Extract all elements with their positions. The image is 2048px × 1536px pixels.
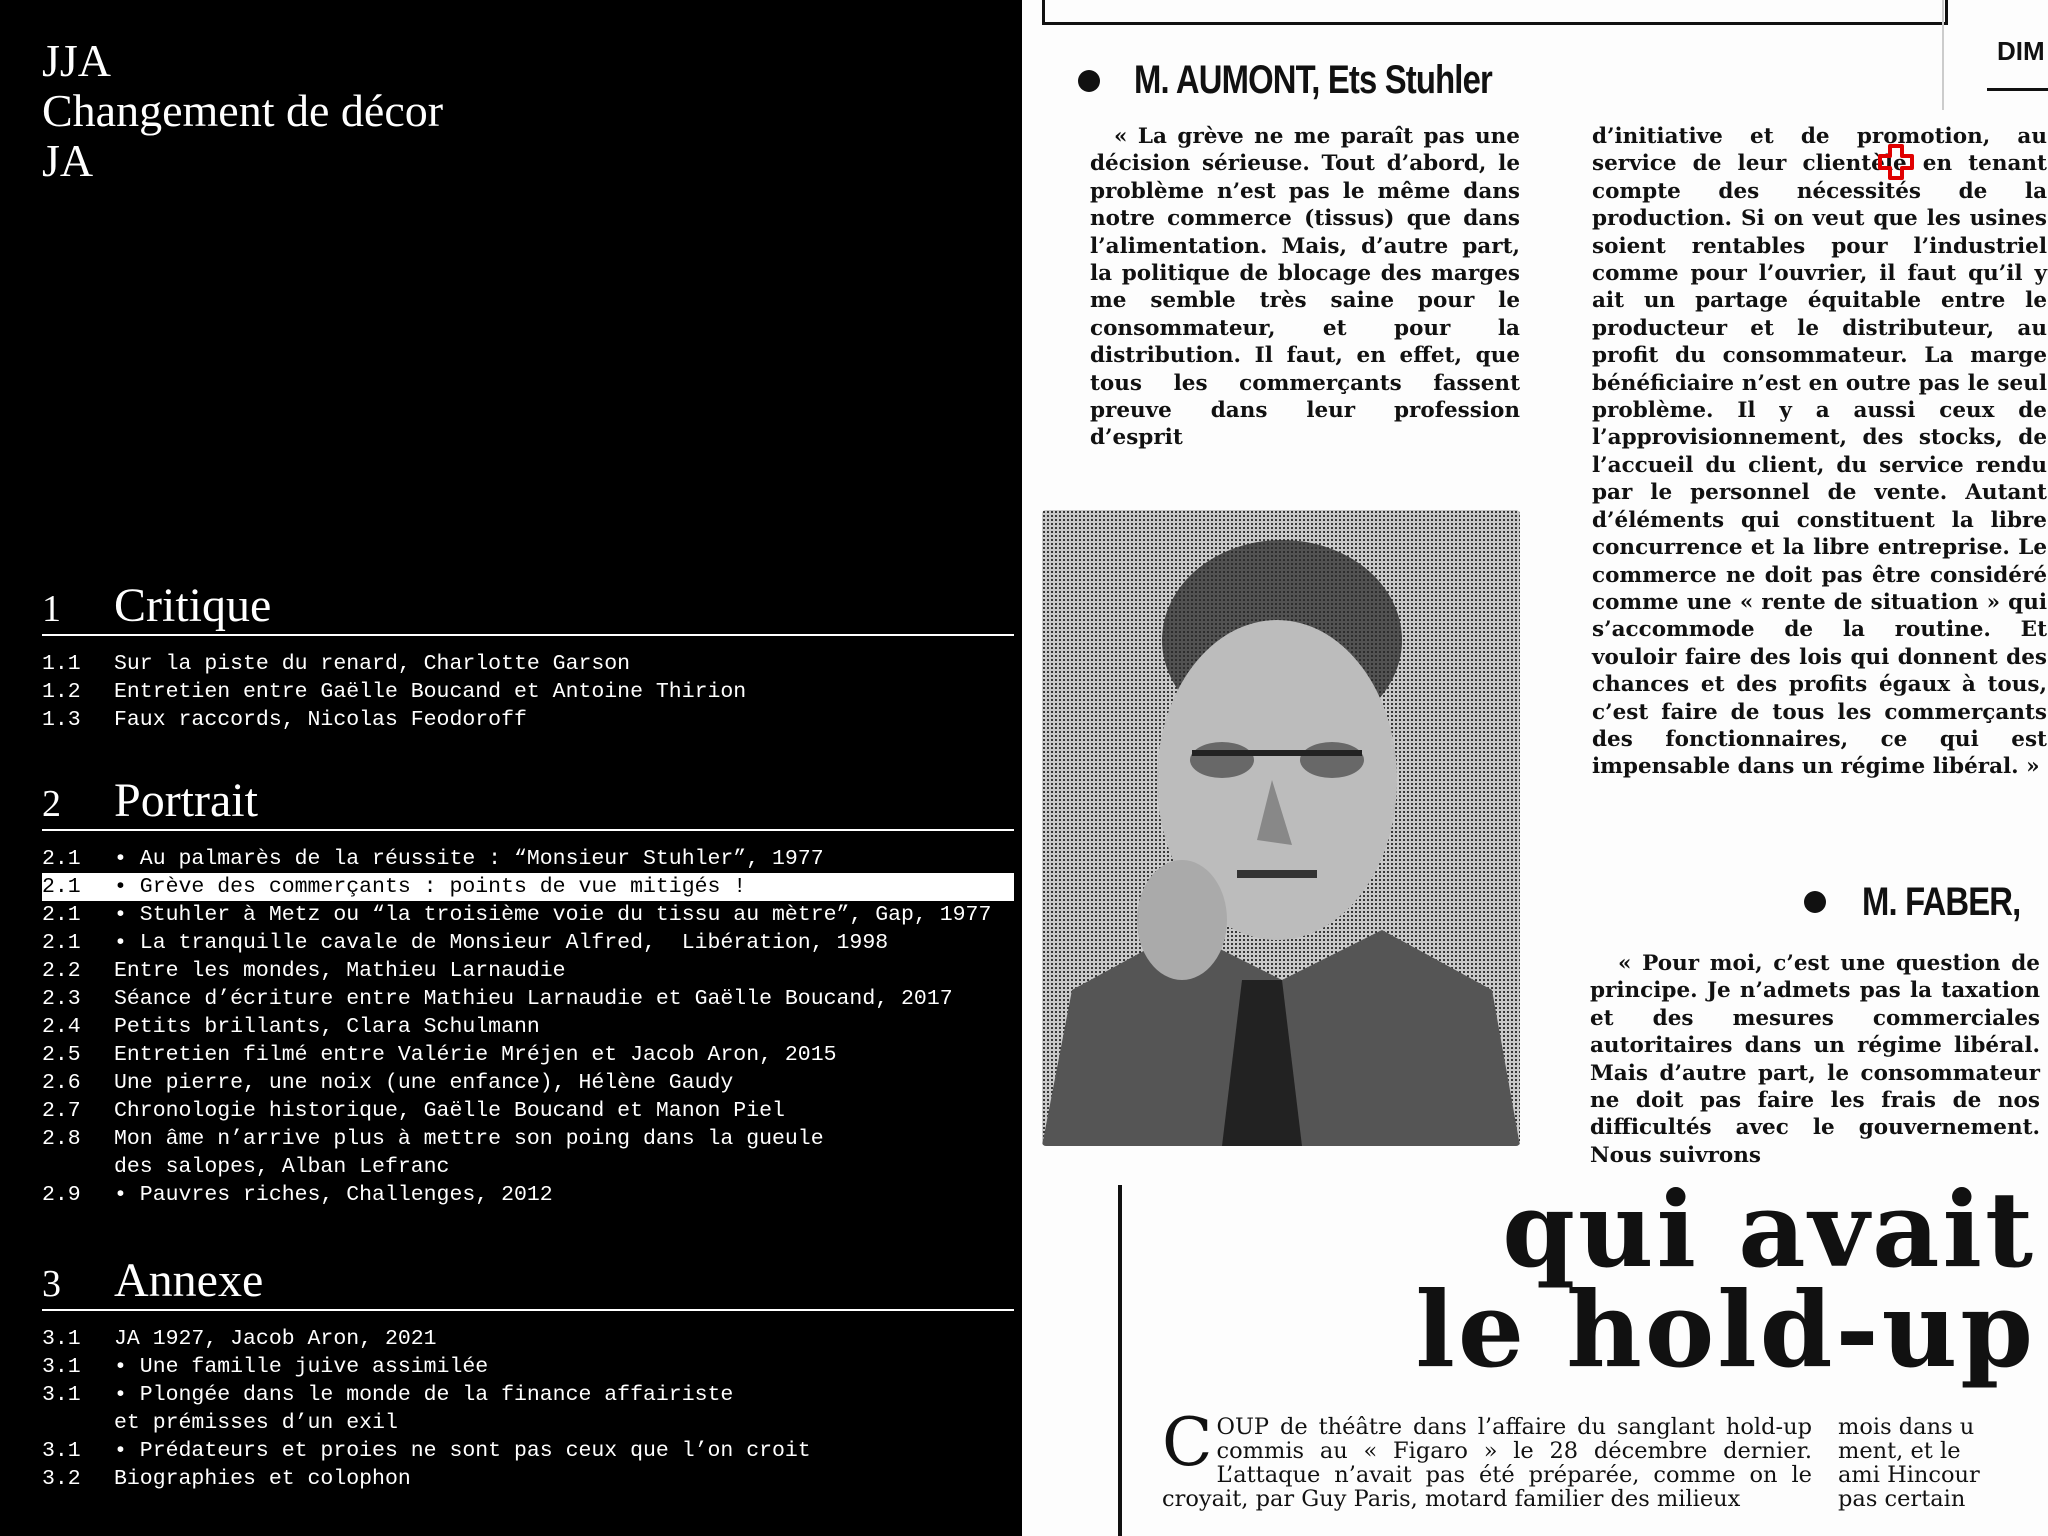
toc-item[interactable] xyxy=(42,957,1014,985)
toc-item[interactable] xyxy=(42,1125,1014,1153)
toc-item[interactable] xyxy=(42,985,1014,1013)
toc-item-title: Une pierre, une noix (une enfance), Hélène Gaudy xyxy=(114,1071,734,1095)
corner-rule xyxy=(1987,88,2048,91)
toc-item-number: 2.2 xyxy=(42,959,81,983)
toc-item-title: Entre les mondes, Mathieu Larnaudie xyxy=(114,959,566,983)
toc-item-selected[interactable] xyxy=(42,873,1014,901)
frame-rule xyxy=(1118,1185,1122,1536)
toc-item-number: 3.1 xyxy=(42,1355,81,1379)
toc-list xyxy=(42,845,1014,1209)
toc-item-title: • Une famille juive assimilée xyxy=(114,1355,489,1379)
toc-item-number: 2.9 xyxy=(42,1183,81,1207)
section-number: 1 xyxy=(42,588,61,630)
toc-item[interactable] xyxy=(42,706,1014,734)
section-heading[interactable] xyxy=(42,578,1014,636)
toc-item[interactable] xyxy=(42,1097,1014,1125)
toc-item-title: • Plongée dans le monde de la finance affairiste xyxy=(114,1383,734,1407)
toc-item[interactable] xyxy=(42,1353,1014,1381)
section-heading[interactable] xyxy=(42,1253,1014,1311)
section-title: Annexe xyxy=(114,1254,264,1307)
toc-item-title: • Grève des commerçants : points de vue mitigés ! xyxy=(114,875,747,899)
toc-item-title: Chronologie historique, Gaëlle Boucand et Manon Piel xyxy=(114,1099,785,1123)
section-portrait xyxy=(42,773,1014,1209)
toc-item-continuation[interactable] xyxy=(42,1409,1014,1437)
interview-heading: M. AUMONT, Ets Stuhler xyxy=(1134,58,1492,102)
toc-item-title: Biographies et colophon xyxy=(114,1467,411,1491)
frame-rule xyxy=(1042,0,1948,25)
toc-item-title: Sur la piste du renard, Charlotte Garson xyxy=(114,652,631,676)
toc-item-number: 2.5 xyxy=(42,1043,81,1067)
toc-item[interactable] xyxy=(42,1013,1014,1041)
section-title: Critique xyxy=(114,579,272,632)
toc-item-title: Entretien filmé entre Valérie Mréjen et Jacob Aron, 2015 xyxy=(114,1043,837,1067)
book-title xyxy=(42,36,443,186)
toc-item[interactable] xyxy=(42,678,1014,706)
article-column-2: d’initiative et de promotion, au service de leur clientèle en tenant compte des nécessités de la production. Si on veut que les usines soient rentables pour l’industriel comme pour l’ouvrier, il faut qu’il y ait un partage équitable entre le producteur et le distributeur, au profit du consommateur. La marge bénéficiaire n’est en outre pas le seul problème. Il y a aussi ceux de l’approvisionnement, des stocks, de l’accueil du client, du service rendu par le personnel de vente. Autant d’éléments qui constituent la libre concurrence et la libre entreprise. Le commerce ne doit pas être considéré comme une « rente de situation » qui s’accommode de la routine. Et vouloir faire des lois qui donnent des chances et des profits égaux à tous, c’est faire de tous les commerçants des fonctionnaires, ce qui est impensable dans un régime libéral. » xyxy=(1592,124,2047,780)
toc-item-number: 3.1 xyxy=(42,1327,81,1351)
portrait-photo xyxy=(1042,510,1520,1146)
toc-item[interactable] xyxy=(42,650,1014,678)
toc-item-number: 2.1 xyxy=(42,931,81,955)
title-line-1: JJA xyxy=(42,35,112,86)
news-article-column-cut: mois dans u ment, et le ami Hincour pas certain xyxy=(1838,1414,1980,1512)
toc-item-number: 1.2 xyxy=(42,680,81,704)
toc-item-number: 3.1 xyxy=(42,1383,81,1407)
toc-item-title: • Prédateurs et proies ne sont pas ceux que l’on croit xyxy=(114,1439,811,1463)
toc-item-number: 2.1 xyxy=(42,903,81,927)
toc-item-title: • Pauvres riches, Challenges, 2012 xyxy=(114,1183,553,1207)
corner-label: DIM xyxy=(1997,36,2045,66)
interview-heading: M. FABER, xyxy=(1862,880,2021,924)
toc-item-number: 1.1 xyxy=(42,652,81,676)
toc-item-number: 3.2 xyxy=(42,1467,81,1491)
title-line-3: JA xyxy=(42,135,94,186)
section-number: 2 xyxy=(42,783,61,825)
toc-item-title: Faux raccords, Nicolas Feodoroff xyxy=(114,708,527,732)
newspaper-scan-viewer[interactable] xyxy=(1022,0,2048,1536)
toc-item-number: 2.3 xyxy=(42,987,81,1011)
toc-item-number: 1.3 xyxy=(42,708,81,732)
headline-line-2: le hold-up xyxy=(1415,1268,2036,1391)
toc-item-number: 2.1 xyxy=(42,875,81,899)
toc-item-number: 3.1 xyxy=(42,1439,81,1463)
toc-item[interactable] xyxy=(42,1437,1014,1465)
toc-item-number: 2.6 xyxy=(42,1071,81,1095)
toc-item-number xyxy=(42,1153,114,1181)
bullet-icon xyxy=(1078,70,1100,92)
toc-item-number: 2.1 xyxy=(42,847,81,871)
toc-item-title: des salopes, Alban Lefranc xyxy=(114,1155,450,1179)
section-annexe xyxy=(42,1253,1014,1493)
article-column-3: « Pour moi, c’est une question de principe. Je n’admets pas la taxation et des mesures commerciales autoritaires dans un régime libéral. Mais d’autre part, le consommateur ne doit pas faire les frais de nos difficultés avec le gouvernement. Nous suivrons xyxy=(1590,951,2040,1168)
headline-line-1: qui avait xyxy=(1502,1168,2036,1291)
toc-item[interactable] xyxy=(42,1181,1014,1209)
title-line-2: Changement de décor xyxy=(42,85,444,136)
toc-item-title: Mon âme n’arrive plus à mettre son poing dans la gueule xyxy=(114,1127,824,1151)
section-heading[interactable] xyxy=(42,773,1014,831)
toc-item-title: et prémisses d’un exil xyxy=(114,1411,398,1435)
toc-list xyxy=(42,650,1014,734)
article-column-1: « La grève ne me paraît pas une décision sérieuse. Tout d’abord, le problème n’est pas le même dans notre commerce (tissus) que dans l’alimentation. Mais, d’autre part, la politique de blocage des marges me semble très saine pour le consommateur, et pour la distribution. Il faut, en effet, que tous les commerçants fassent preuve dans leur profession d’esprit xyxy=(1090,124,1520,451)
toc-list xyxy=(42,1325,1014,1493)
toc-item-number xyxy=(42,1409,114,1437)
toc-item-number: 2.8 xyxy=(42,1127,81,1151)
toc-item[interactable] xyxy=(42,1325,1014,1353)
section-number: 3 xyxy=(42,1263,61,1305)
portrait-illustration xyxy=(1042,510,1520,1146)
section-critique xyxy=(42,578,1014,734)
toc-item[interactable] xyxy=(42,1381,1014,1409)
cursor-crosshair-icon xyxy=(1876,142,1916,182)
toc-item-title: Petits brillants, Clara Schulmann xyxy=(114,1015,540,1039)
toc-item[interactable] xyxy=(42,1041,1014,1069)
toc-item-title: • Stuhler à Metz ou “la troisième voie du tissu au mètre”, Gap, 1977 xyxy=(114,903,992,927)
toc-item-title: JA 1927, Jacob Aron, 2021 xyxy=(114,1327,437,1351)
bullet-icon xyxy=(1804,891,1826,913)
article-body: OUP de théâtre dans l’affaire du sanglant hold-up commis au « Figaro » le 28 décembre dernier. L’attaque n’avait pas été préparée, comme on le croyait, par Guy Paris, motard familier des milieux xyxy=(1162,1414,1812,1512)
toc-item[interactable] xyxy=(42,901,1014,929)
toc-item-title: Entretien entre Gaëlle Boucand et Antoine Thirion xyxy=(114,680,747,704)
drop-cap: C xyxy=(1162,1404,1213,1481)
toc-item[interactable] xyxy=(42,1465,1014,1493)
table-of-contents-panel xyxy=(0,0,1022,1536)
toc-item[interactable] xyxy=(42,845,1014,873)
toc-item-continuation[interactable] xyxy=(42,1153,1014,1181)
toc-item-title: • La tranquille cavale de Monsieur Alfred, Libération, 1998 xyxy=(114,931,889,955)
toc-item-number: 2.7 xyxy=(42,1099,81,1123)
toc-item-title: Séance d’écriture entre Mathieu Larnaudie et Gaëlle Boucand, 2017 xyxy=(114,987,953,1011)
toc-item[interactable] xyxy=(42,1069,1014,1097)
toc-item-title: • Au palmarès de la réussite : “Monsieur Stuhler”, 1977 xyxy=(114,847,824,871)
section-title: Portrait xyxy=(114,774,258,827)
news-article-text xyxy=(1162,1404,1812,1512)
toc-item-number: 2.4 xyxy=(42,1015,81,1039)
toc-item[interactable] xyxy=(42,929,1014,957)
